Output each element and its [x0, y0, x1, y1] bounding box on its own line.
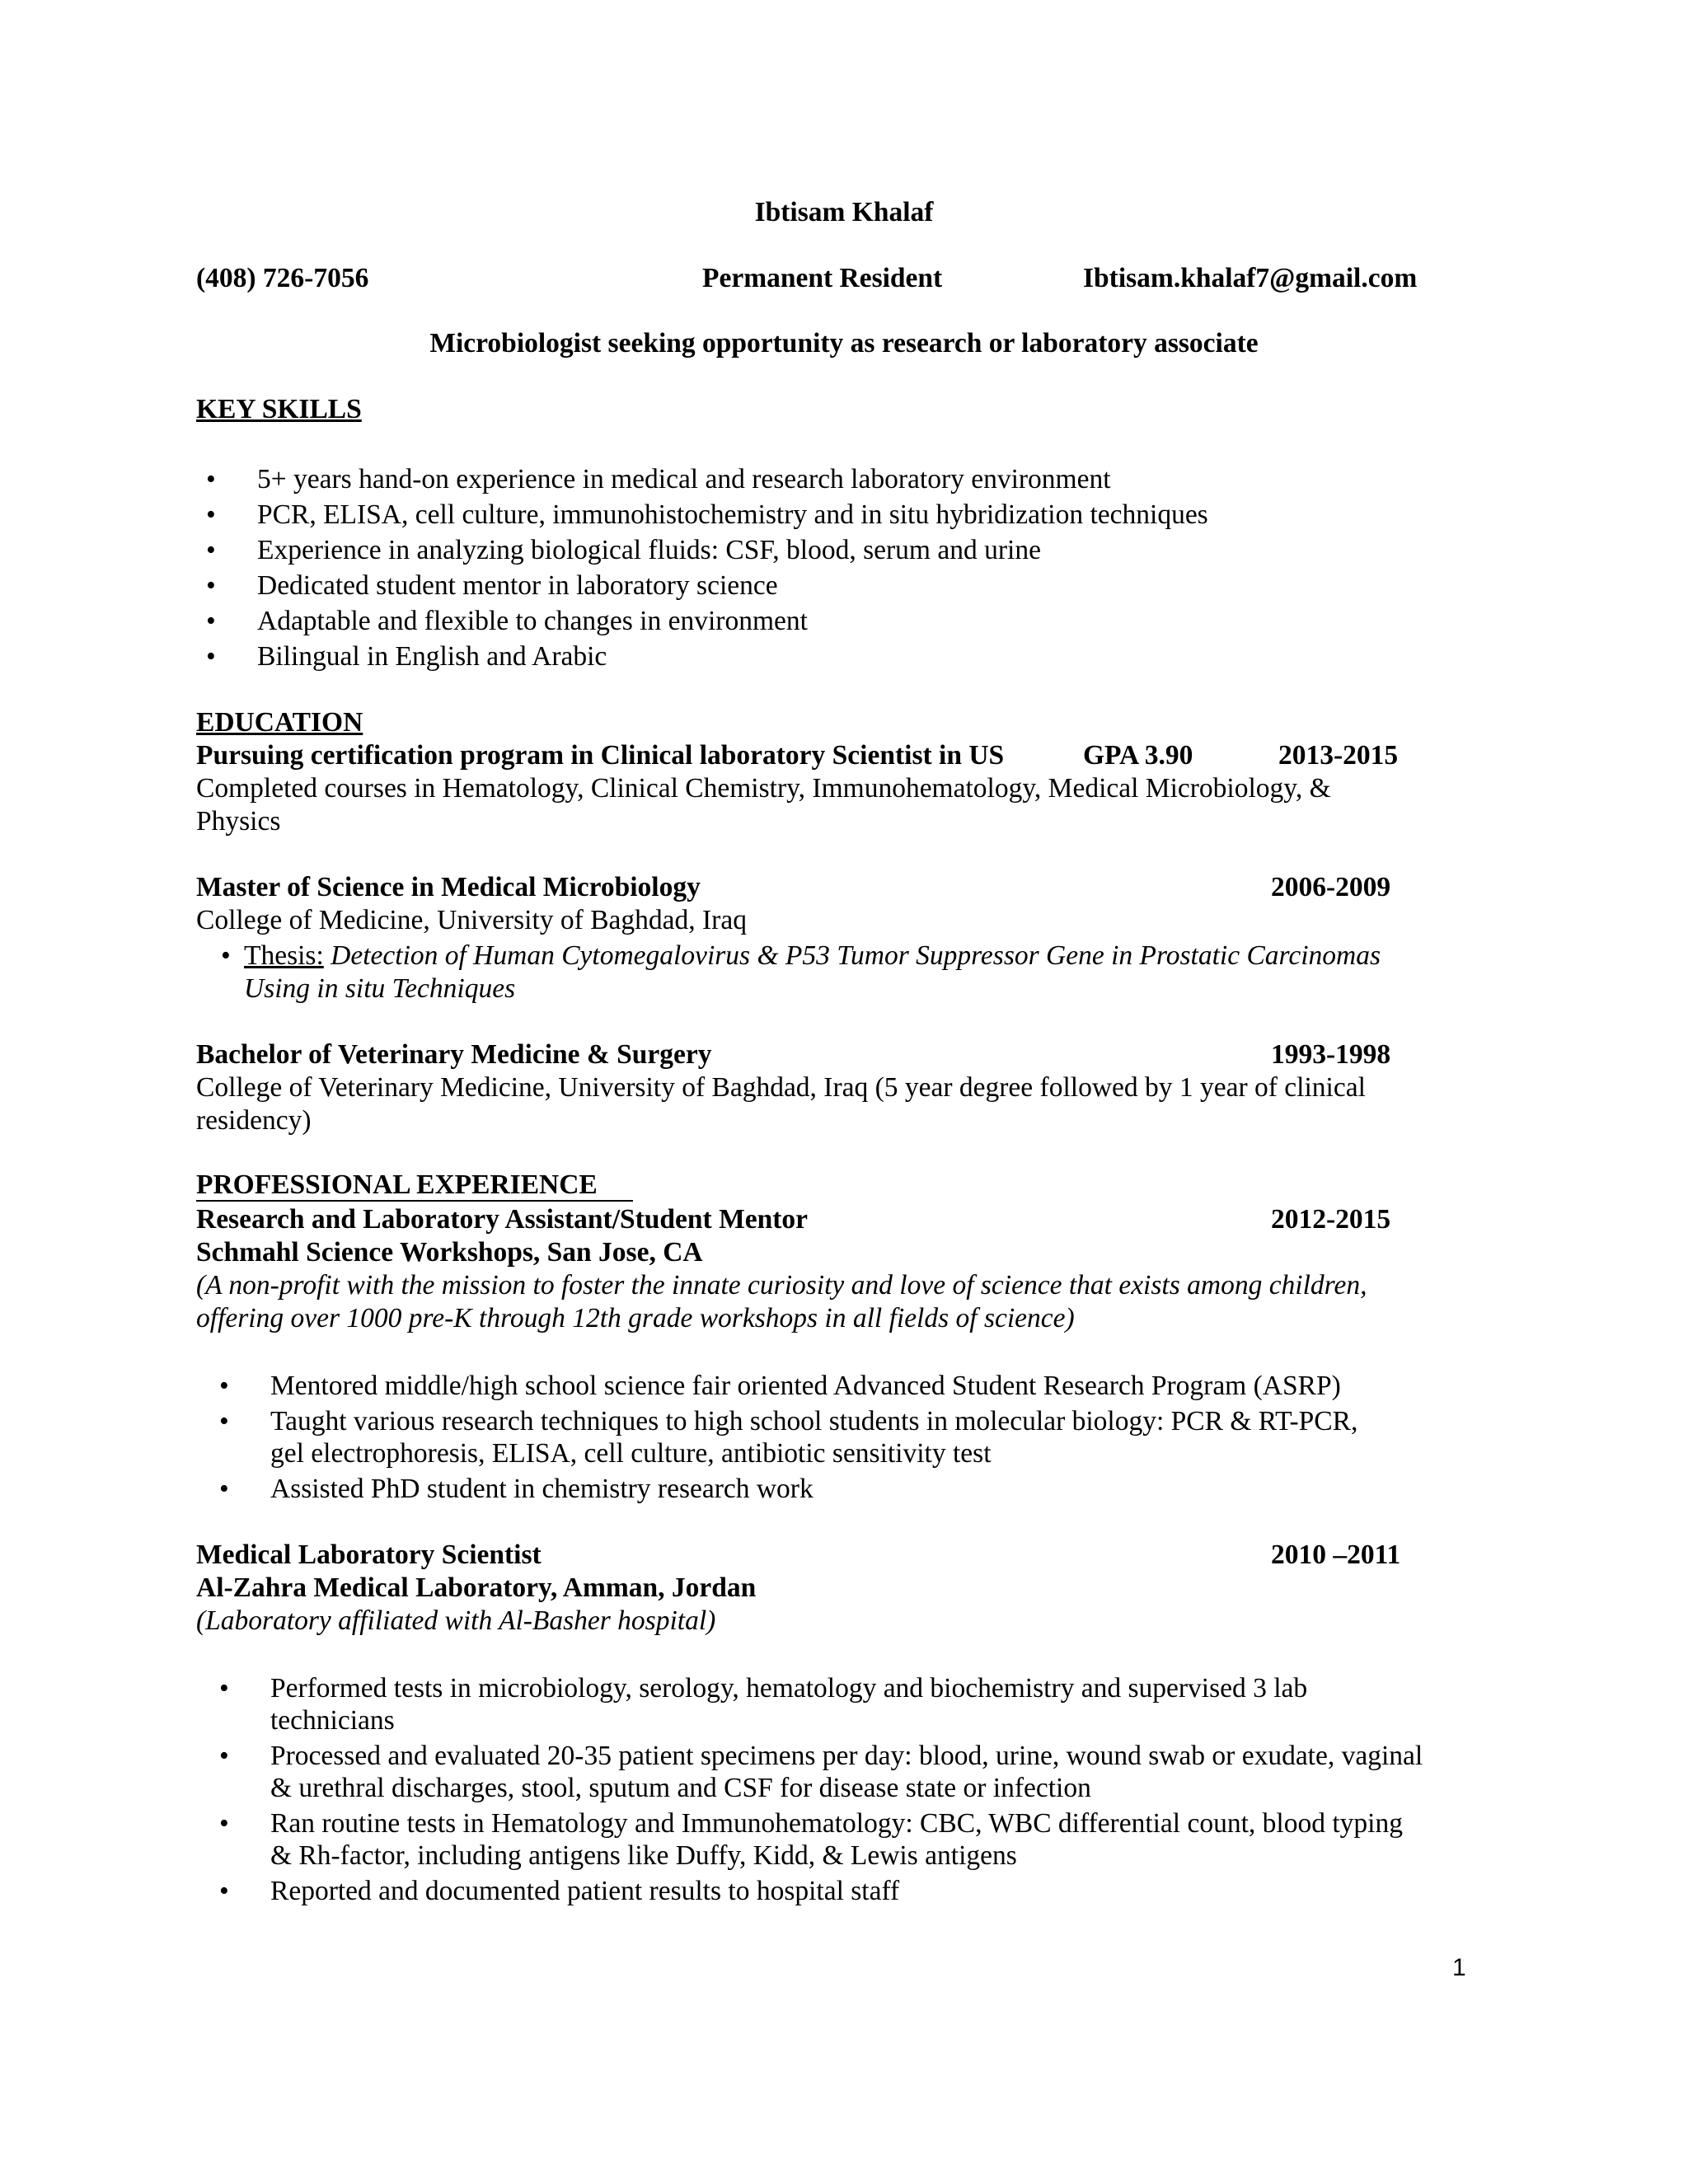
bullet-marker: •: [206, 606, 216, 636]
bullet-marker: •: [219, 1474, 229, 1504]
bullet-marker: •: [206, 499, 216, 530]
job-organization: Al-Zahra Medical Laboratory, Amman, Jordan: [196, 1572, 757, 1603]
skill-item: Bilingual in English and Arabic: [257, 641, 607, 672]
email-address: Ibtisam.khalaf7@gmail.com: [1083, 263, 1418, 293]
job-title: Research and Laboratory Assistant/Student Mentor: [196, 1204, 808, 1235]
job-duty: Assisted PhD student in chemistry research work: [270, 1474, 814, 1504]
skill-item: PCR, ELISA, cell culture, immunohistochemistry and in situ hybridization techniques: [257, 499, 1208, 530]
bullet-marker: •: [206, 464, 216, 494]
job-duty-continued: & Rh-factor, including antigens like Duffy, Kidd, & Lewis antigens: [270, 1840, 1017, 1871]
objective-statement: Microbiologist seeking opportunity as research or laboratory associate: [429, 328, 1259, 359]
key-skills-heading: KEY SKILLS: [196, 394, 362, 424]
education-detail: residency): [196, 1105, 312, 1136]
job-organization-note: (Laboratory affiliated with Al-Basher hospital): [196, 1605, 716, 1636]
job-organization-note: (A non-profit with the mission to foster the innate curiosity and love of science that exists among children,: [196, 1270, 1367, 1301]
education-heading: EDUCATION: [196, 707, 363, 738]
education-detail: Completed courses in Hematology, Clinical Chemistry, Immunohematology, Medical Microbiology, &: [196, 773, 1331, 804]
job-duty-continued: gel electrophoresis, ELISA, cell culture, antibiotic sensitivity test: [270, 1438, 992, 1469]
education-detail: College of Medicine, University of Baghdad, Iraq: [196, 905, 747, 935]
education-gpa: GPA 3.90: [1083, 740, 1193, 771]
bullet-marker: •: [219, 1741, 229, 1771]
experience-heading: PROFESSIONAL EXPERIENCE: [196, 1170, 633, 1202]
job-duty-continued: technicians: [270, 1705, 395, 1736]
skill-item: 5+ years hand-on experience in medical and research laboratory environment: [257, 464, 1111, 494]
thesis-label: Thesis:: [244, 940, 324, 971]
residency-status: Permanent Resident: [702, 263, 943, 293]
job-duty: Processed and evaluated 20-35 patient specimens per day: blood, urine, wound swab or exudate, vaginal: [270, 1741, 1423, 1771]
education-years: 2006-2009: [1271, 872, 1391, 902]
education-years: 1993-1998: [1271, 1039, 1391, 1070]
skill-item: Adaptable and flexible to changes in environment: [257, 606, 808, 636]
bullet-marker: •: [219, 1371, 229, 1401]
thesis-line: [244, 940, 1381, 972]
bullet-marker: •: [206, 570, 216, 601]
education-detail: Physics: [196, 806, 281, 837]
job-duty: Ran routine tests in Hematology and Immunohematology: CBC, WBC differential count, blood typing: [270, 1808, 1403, 1839]
thesis-title-continued: Using in situ Techniques: [244, 973, 516, 1004]
page-number: 1: [1452, 1954, 1466, 1981]
thesis-title: Detection of Human Cytomegalovirus & P53 Tumor Suppressor Gene in Prostatic Carcinomas: [331, 940, 1381, 971]
job-years: 2010 –2011: [1271, 1540, 1401, 1570]
bullet-marker: •: [221, 940, 231, 971]
job-duty: Reported and documented patient results to hospital staff: [270, 1876, 900, 1906]
job-duty: Performed tests in microbiology, serology, hematology and biochemistry and supervised 3 lab: [270, 1673, 1308, 1704]
bullet-marker: •: [219, 1876, 229, 1906]
skill-item: Dedicated student mentor in laboratory science: [257, 570, 778, 601]
education-title: Master of Science in Medical Microbiology: [196, 872, 701, 902]
bullet-marker: •: [219, 1406, 229, 1436]
phone-number: (408) 726-7056: [196, 263, 369, 293]
skill-item: Experience in analyzing biological fluids: CSF, blood, serum and urine: [257, 535, 1041, 565]
job-organization: Schmahl Science Workshops, San Jose, CA: [196, 1237, 703, 1268]
job-duty: Mentored middle/high school science fair oriented Advanced Student Research Program (ASRP): [270, 1371, 1341, 1401]
education-years: 2013-2015: [1278, 740, 1399, 771]
education-title: Pursuing certification program in Clinical laboratory Scientist in US: [196, 740, 1005, 771]
bullet-marker: •: [206, 641, 216, 672]
job-title: Medical Laboratory Scientist: [196, 1540, 542, 1570]
education-title: Bachelor of Veterinary Medicine & Surgery: [196, 1039, 712, 1070]
bullet-marker: •: [219, 1673, 229, 1704]
candidate-name: Ibtisam Khalaf: [754, 197, 934, 227]
bullet-marker: •: [219, 1808, 229, 1839]
job-duty-continued: & urethral discharges, stool, sputum and CSF for disease state or infection: [270, 1773, 1091, 1803]
bullet-marker: •: [206, 535, 216, 565]
education-detail: College of Veterinary Medicine, University of Baghdad, Iraq (5 year degree followed by 1 year of clinical: [196, 1072, 1366, 1103]
job-organization-note: offering over 1000 pre-K through 12th grade workshops in all fields of science): [196, 1303, 1075, 1333]
job-years: 2012-2015: [1271, 1204, 1391, 1235]
job-duty: Taught various research techniques to high school students in molecular biology: PCR & RT-PCR,: [270, 1406, 1358, 1436]
